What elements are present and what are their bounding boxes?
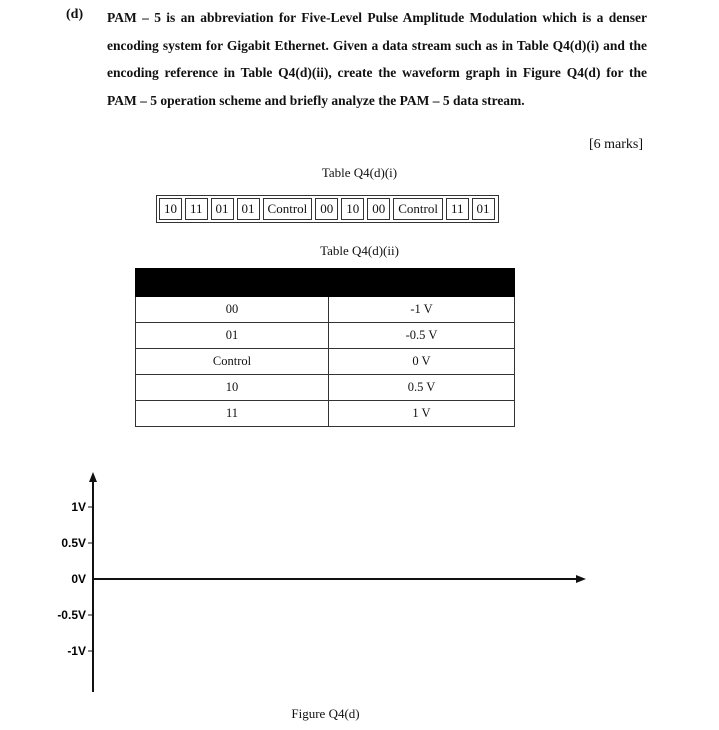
stream-cell: 10: [341, 198, 364, 220]
stream-cell: Control: [263, 198, 313, 220]
y-label-0v: 0V: [71, 572, 86, 586]
question-label: (d): [66, 7, 84, 22]
waveform-graph: [0, 470, 719, 700]
table-row: [136, 349, 515, 375]
code-cell: 10: [136, 375, 329, 401]
stream-cell: Control: [393, 198, 443, 220]
table-row: [136, 375, 515, 401]
table-header-row: [136, 269, 515, 297]
table-row: [136, 401, 515, 427]
data-stream-table: [156, 195, 499, 223]
table-row: [136, 297, 515, 323]
stream-cell: 00: [315, 198, 338, 220]
table1-caption: Table Q4(d)(i): [321, 165, 398, 180]
y-axis-arrow-icon: [89, 472, 97, 482]
table2-caption: Table Q4(d)(ii): [320, 243, 399, 258]
stream-cell: 11: [185, 198, 208, 220]
voltage-cell: 0 V: [329, 349, 515, 375]
stream-cell: 10: [159, 198, 182, 220]
y-label-1v: 1V: [71, 500, 86, 514]
stream-cell: 00: [367, 198, 390, 220]
code-cell: 11: [136, 401, 329, 427]
code-cell: 01: [136, 323, 329, 349]
figure-caption: Figure Q4(d): [291, 706, 360, 721]
voltage-cell: 1 V: [329, 401, 515, 427]
code-cell: Control: [136, 349, 329, 375]
y-label-neg-1v: -1V: [67, 644, 86, 658]
code-cell: 00: [136, 297, 329, 323]
y-label-0-5v: 0.5V: [61, 536, 86, 550]
stream-cell: 01: [237, 198, 260, 220]
stream-cell: 01: [472, 198, 495, 220]
voltage-cell: 0.5 V: [329, 375, 515, 401]
voltage-cell: -0.5 V: [329, 323, 515, 349]
marks-label: [6 marks]: [588, 137, 643, 152]
encoding-reference-table: [135, 268, 515, 427]
voltage-cell: -1 V: [329, 297, 515, 323]
question-text: PAM – 5 is an abbreviation for Five-Level Pulse Amplitude Modulation which is a denser encoding system for Gigabit Ethernet. Given a data stream such as in Table Q4(d)(i) and the encoding reference in Table Q4(d)(ii), create the waveform graph in Figure Q4(d) for the PAM – 5 operation scheme and briefly analyze the PAM – 5 data stream.: [107, 10, 647, 108]
stream-cell: 11: [446, 198, 469, 220]
stream-cell: 01: [211, 198, 234, 220]
header-cell: [136, 269, 515, 297]
table-row: [136, 323, 515, 349]
x-axis-arrow-icon: [576, 575, 586, 583]
y-label-neg-0-5v: -0.5V: [57, 608, 86, 622]
